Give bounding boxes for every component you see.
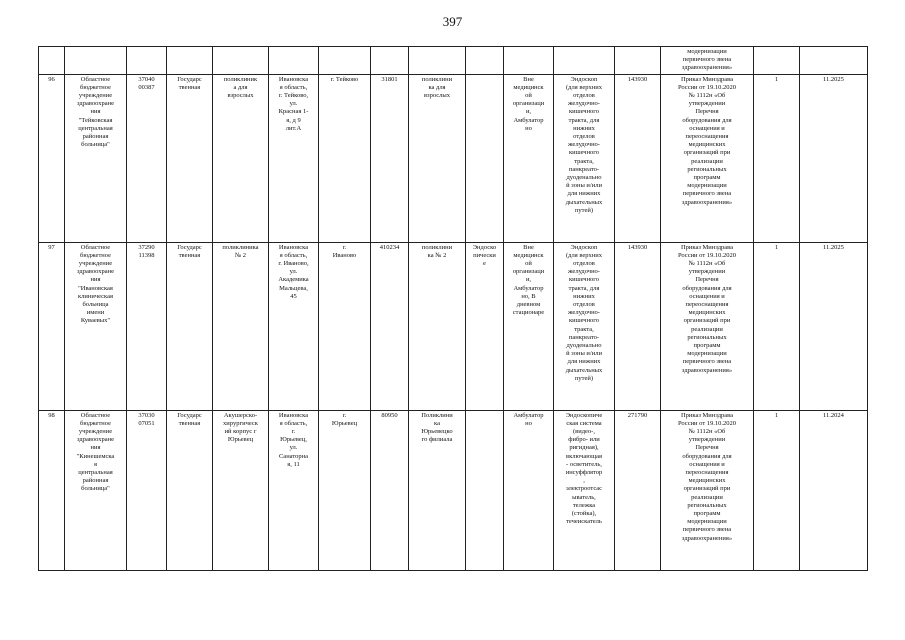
order-reference: Приказ Минздрава России от 19.10.2020 № 1112н «Об утверждении Перечня оборудования для оснащения и переоснащения медицинских организаций при реализации региональных программ модернизации первичного звена здравоохранения» — [661, 242, 754, 410]
delivery-date: 11.2025 — [800, 74, 868, 242]
order-text-continued: модернизации первичного звена здравоохранения» — [681, 48, 733, 72]
equipment-name: Эндоскоп (для верхних отделов желудочно- кишечного тракта, для нижних отделов желудочно- кишечного тракта, панкреато- дуоденально й зоны и/или для нижних дыхательных путей) — [554, 242, 615, 410]
price: 143930 — [615, 242, 661, 410]
unit-name: поликлиник а для взрослых — [213, 74, 269, 242]
delivery-date: 11.2024 — [800, 410, 868, 570]
city: г. Иваново — [319, 242, 371, 410]
ownership-type: Государс твенная — [167, 410, 213, 570]
city: г. Юрьевец — [319, 410, 371, 570]
department: Поликлини ка Юрьевецко го филиала — [409, 410, 466, 570]
organization-name: Областное бюджетное учреждение здравоохране ния "Ивановская клиническая больница имени Куваевых" — [65, 242, 127, 410]
unit-name: поликлиника № 2 — [213, 242, 269, 410]
quantity: 1 — [754, 74, 800, 242]
profile — [466, 74, 504, 242]
order-reference: Приказ Минздрава России от 19.10.2020 № 1112н «Об утверждении Перечня оборудования для оснащения и переоснащения медицинских организаций при реализации региональных программ модернизации первичного звена здравоохранения» — [661, 410, 754, 570]
organization-name: Областное бюджетное учреждение здравоохране ния "Кинешемска я центральная районная больница" — [65, 410, 127, 570]
population: 31801 — [371, 74, 409, 242]
table-row-continued — [39, 47, 868, 75]
equipment-name: Эндоскопиче ская система (видео-, фибро- или ригидная), включающая - осветитель, инсуффлятор , электроотсас ыватель, тележка (стойка), течеискатель — [554, 410, 615, 570]
address: Ивановска я область, г. Иваново, ул. Академика Мальцева, 45 — [269, 242, 319, 410]
row-number: 96 — [39, 74, 65, 242]
unit-name: Акушерско- хирургическ ий корпус г Юрьевец — [213, 410, 269, 570]
population: 410234 — [371, 242, 409, 410]
equipment-table — [38, 46, 868, 571]
city: г. Тейково — [319, 74, 371, 242]
address: Ивановска я область, г. Юрьевец, ул. Санаторна я, 11 — [269, 410, 319, 570]
quantity: 1 — [754, 242, 800, 410]
care-conditions: Амбулатор но — [504, 410, 554, 570]
ownership-type: Государс твенная — [167, 74, 213, 242]
organization-code: 37040 00387 — [127, 74, 167, 242]
care-conditions: Вне медицинск ой организаци и, Амбулатор но, В дневном стационаре — [504, 242, 554, 410]
delivery-date: 11.2025 — [800, 242, 868, 410]
profile: Эндоско пически е — [466, 242, 504, 410]
table-row — [39, 410, 868, 570]
order-reference: Приказ Минздрава России от 19.10.2020 № 1112н «Об утверждении Перечня оборудования для оснащения и переоснащения медицинских организаций при реализации региональных программ модернизации первичного звена здравоохранения» — [661, 74, 754, 242]
organization-code: 37030 07051 — [127, 410, 167, 570]
profile — [466, 410, 504, 570]
department: поликлини ка № 2 — [409, 242, 466, 410]
ownership-type: Государс твенная — [167, 242, 213, 410]
department: поликлини ка для взрослых — [409, 74, 466, 242]
quantity: 1 — [754, 410, 800, 570]
price: 271790 — [615, 410, 661, 570]
care-conditions: Вне медицинск ой организаци и, Амбулатор но — [504, 74, 554, 242]
price: 143930 — [615, 74, 661, 242]
page-number: 397 — [442, 14, 463, 29]
population: 80950 — [371, 410, 409, 570]
organization-name: Областное бюджетное учреждение здравоохране ния "Тейковская центральная районная больница" — [65, 74, 127, 242]
row-number: 98 — [39, 410, 65, 570]
row-number: 97 — [39, 242, 65, 410]
organization-code: 37290 11398 — [127, 242, 167, 410]
address: Ивановска я область, г. Тейково, ул. Красная 1- я, д 9 лит.А — [269, 74, 319, 242]
table-row — [39, 242, 868, 410]
table-row — [39, 74, 868, 242]
equipment-name: Эндоскоп (для верхних отделов желудочно- кишечного тракта, для нижних отделов желудочно- кишечного тракта, панкреато- дуоденально й зоны и/или для нижних дыхательных путей) — [554, 74, 615, 242]
